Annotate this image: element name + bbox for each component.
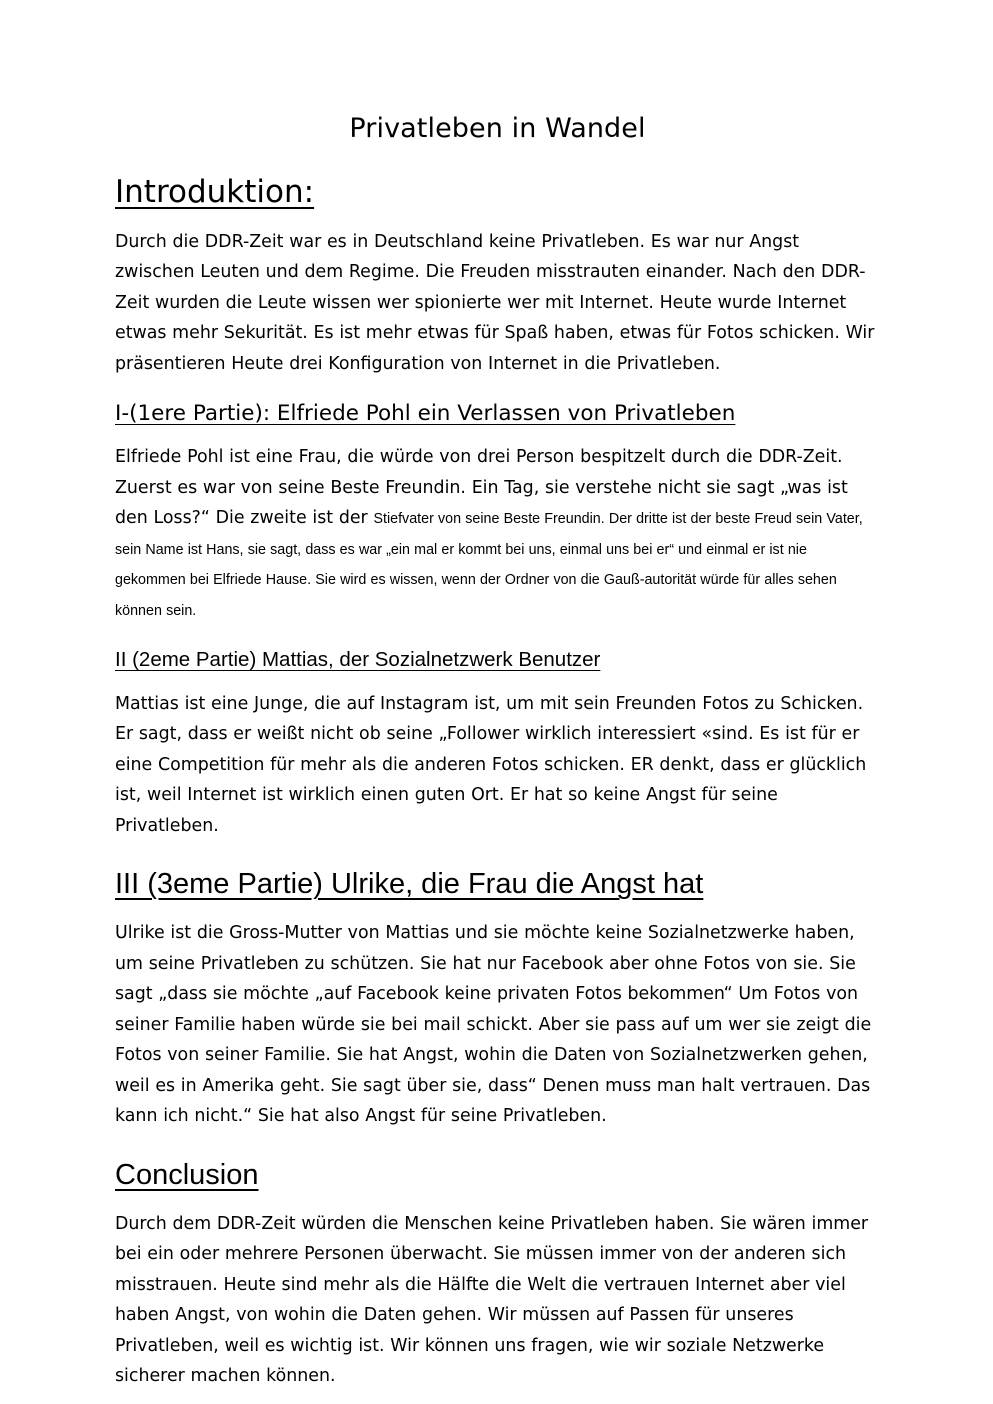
page-title: Privatleben in Wandel — [349, 113, 646, 144]
heading-partie-3: III (3eme Partie) Ulrike, die Frau die Angst hat — [115, 868, 704, 901]
heading-conclusion: Conclusion — [115, 1158, 259, 1191]
heading-partie-1: I-(1ere Partie): Elfriede Pohl ein Verlassen von Privatleben — [115, 401, 736, 427]
paragraph-partie-1-small: Stiefvater von seine Beste Freundin. Der dritte ist der beste Freud sein Vater, sein Name ist Hans, sie sagt, dass es war „ein mal er kommt bei uns, einmal uns bei er“ und einmal er ist nie gekommen bei Elfriede Hause. Sie wird es wissen, wenn der Ordner von die Gauß-autorität würde für alles sehen können sein. — [115, 511, 863, 619]
document-content — [115, 0, 880, 1392]
paragraph-partie-1-large: Elfriede Pohl ist eine Frau, die würde von drei Person bespitzelt durch die DDR-Zeit. Zuerst es war von seine Beste Freundin. Ein Tag, sie verstehe nicht sie sagt „was ist den Loss?“ Die zweite ist der — [115, 447, 848, 529]
paragraph-partie-2: Mattias ist eine Junge, die auf Instagram ist, um mit sein Freunden Fotos zu Schicken. Er sagt, dass er weißt nicht ob seine „Follower wirklich interessiert «sind. Es ist für er eine Competition für mehr als die anderen Fotos schicken. ER denkt, dass er glücklich ist, weil Internet ist wirklich einen guten Ort. Er hat so keine Angst für seine Privatleben. — [115, 693, 867, 836]
paragraph-introduktion: Durch die DDR-Zeit war es in Deutschland keine Privatleben. Es war nur Angst zwischen Leuten und dem Regime. Die Freuden misstrauten einander. Nach den DDR-Zeit wurden die Leute wissen wer spionierte wer mit Internet. Heute wurde Internet etwas mehr Sekurität. Es ist mehr etwas für Spaß haben, etwas für Fotos schicken. Wir präsentieren Heute drei Konfiguration von Internet in die Privatleben. — [115, 231, 875, 374]
heading-partie-2: II (2eme Partie) Mattias, der Sozialnetzwerk Benutzer — [115, 648, 601, 672]
paragraph-partie-1 — [115, 428, 880, 625]
paragraph-partie-3: Ulrike ist die Gross-Mutter von Mattias und sie möchte keine Sozialnetzwerke haben, um seine Privatleben zu schützen. Sie hat nur Facebook aber ohne Fotos von sie. Sie sagt „dass sie möchte „auf Facebook keine privaten Fotos bekommen“ Um Fotos von seiner Familie haben würde sie bei mail schickt. Aber sie pass auf um wer sie zeigt die Fotos von seiner Familie. Sie hat Angst, wohin die Daten von Sozialnetzwerken gehen, weil es in Amerika geht. Sie sagt über sie, dass“ Denen muss man halt vertrauen. Das kann ich nicht.“ Sie hat also Angst für seine Privatleben. — [115, 923, 872, 1127]
paragraph-conclusion: Durch dem DDR-Zeit würden die Menschen keine Privatleben haben. Sie wären immer bei ein oder mehrere Personen überwacht. Sie müssen immer von der anderen sich misstrauen. Heute sind mehr als die Hälfte die Welt die vertrauen Internet aber viel haben Angst, von wohin die Daten gehen. Wir müssen auf Passen für unseres Privatleben, weil es wichtig ist. Wir können uns fragen, wie wir soziale Netzwerke sicherer machen können. — [115, 1213, 869, 1387]
heading-introduktion: Introduktion: — [115, 173, 315, 210]
